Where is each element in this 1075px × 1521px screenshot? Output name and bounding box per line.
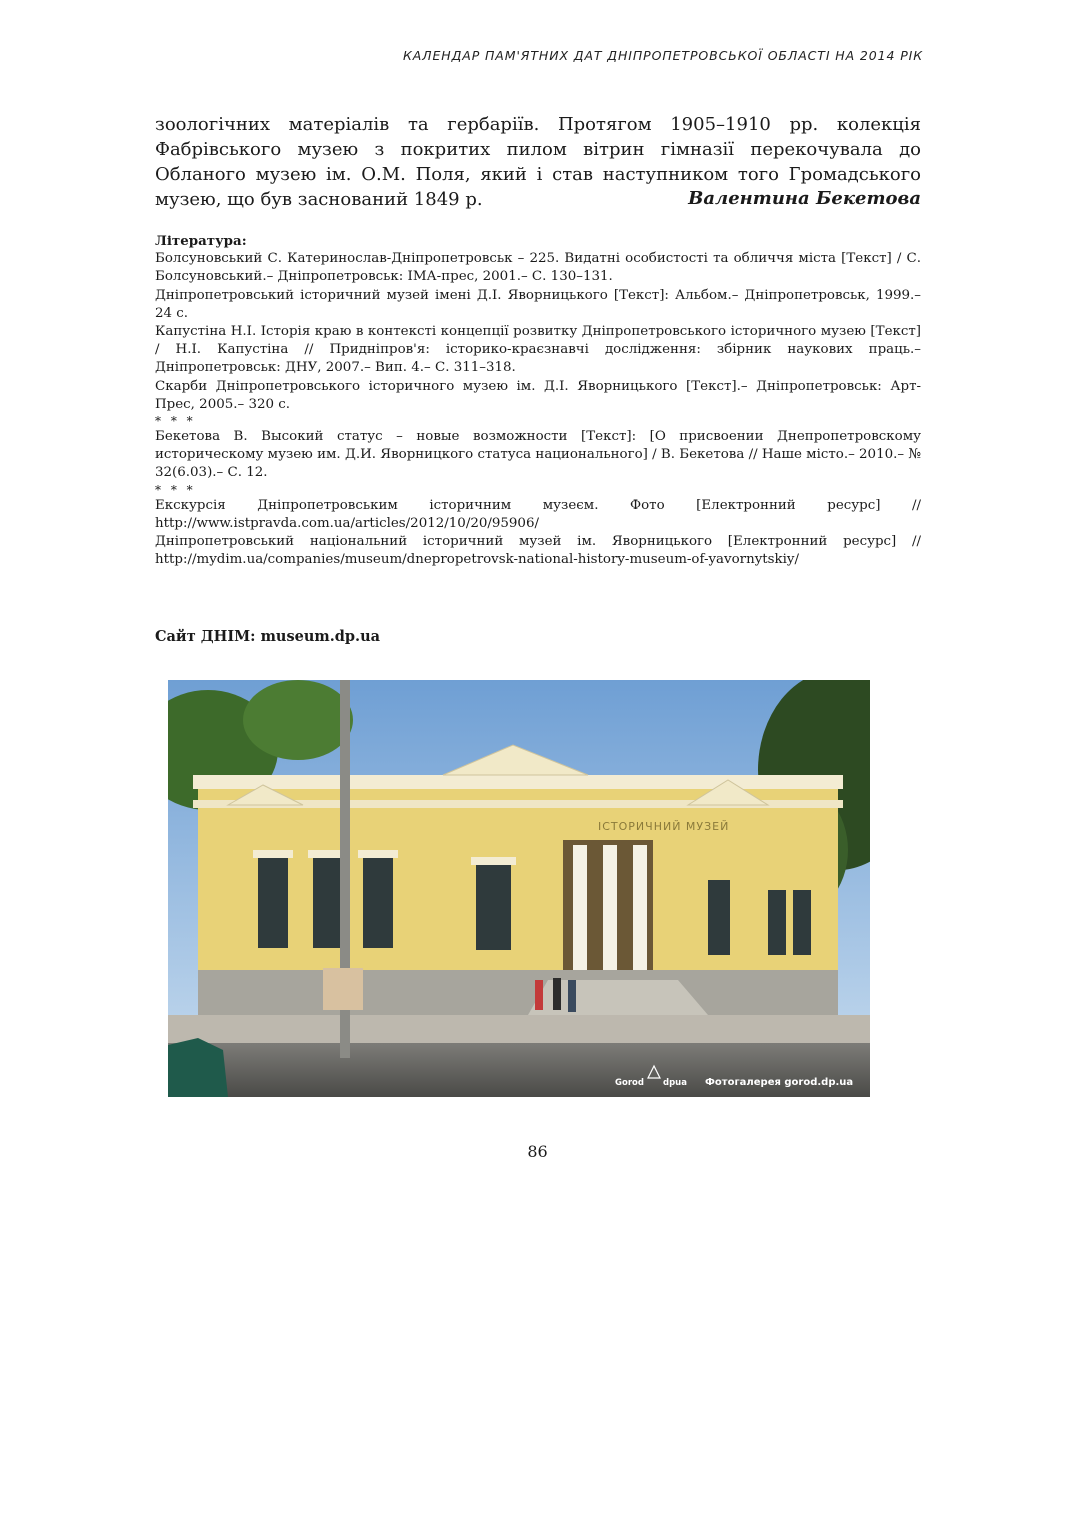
- article-author: Валентина Бекетова: [688, 188, 921, 209]
- museum-photo-illustration: [168, 680, 870, 1097]
- literature-entry: Бекетова В. Высокий статус – новые возможности [Текст]: [О присвоении Днепропетровскому историческому музею им. Д.И. Яворницкого статуса национального] / В. Бекетова // Наше місто.– 2010.– № 32(6.03).– С. 12.: [155, 429, 921, 481]
- literature-entry: Екскурсія Дніпропетровським історичним музеєм. Фото [Електронний ресурс] // http://www.istpravda.com.ua/articles/2012/10/20/95906/: [155, 497, 921, 531]
- literature-entry: Скарби Дніпропетровського історичного музею ім. Д.І. Яворницького [Текст].– Дніпропетровськ: Арт-Прес, 2005.– 320 с.: [155, 378, 921, 412]
- literature-entry: Болсуновський С. Катеринослав-Дніпропетровськ – 225. Видатні особистості та обличчя міста [Текст] / С. Болсуновський.– Дніпропетровськ: ІМА-прес, 2001.– С. 130–131.: [155, 251, 921, 285]
- facade-sign: ІСТОРИЧНИЙ МУЗЕЙ: [598, 820, 730, 833]
- literature-entry: Капустіна Н.І. Історія краю в контексті концепції розвитку Дніпропетровського історичного музею [Текст] / Н.І. Капустіна // Придніпров'я: історико-краєзнавчі дослідження: збірник наукових праць.– Дніпропетровськ: ДНУ, 2007.– Вип. 4.– С. 311–318.: [155, 324, 921, 376]
- literature-title: Література:: [155, 233, 247, 249]
- site-label: Сайт ДНІМ:: [155, 628, 256, 645]
- literature-section: [155, 232, 921, 569]
- section-separator: * * *: [155, 482, 196, 497]
- site-line: [155, 628, 380, 645]
- body-paragraph: зоологічних матеріалів та гербаріїв. Протягом 1905–1910 рр. колекція Фабрівського музею з покритих пилом вітрин гімназії перекочувала до Обланого музею ім. О.М. Поля, який і став наступником того Громадського музею, що був заснований 1849 р.: [155, 114, 921, 210]
- literature-entry: Дніпропетровський національний історичний музей ім. Яворницького [Електронний ресурс] // http://mydim.ua/companies/museum/dnepropetrovsk-national-history-museum-of-yavornytskiy/: [155, 534, 921, 568]
- literature-entry: Дніпропетровський історичний музей імені Д.І. Яворницького [Текст]: Альбом.– Дніпропетровськ, 1999.– 24 с.: [155, 287, 921, 321]
- running-header: КАЛЕНДАР ПАМ'ЯТНИХ ДАТ ДНІПРОПЕТРОВСЬКОЇ ОБЛАСТІ НА 2014 РІК: [402, 48, 923, 63]
- photo-logo-right: dpua: [663, 1078, 687, 1088]
- page-number: 86: [527, 1142, 548, 1161]
- museum-photo: [168, 680, 870, 1097]
- site-link[interactable]: museum.dp.ua: [260, 628, 381, 645]
- section-separator: * * *: [155, 414, 196, 429]
- photo-logo-left: Gorod: [615, 1078, 644, 1088]
- photo-watermark: Фотогалерея gorod.dp.ua: [705, 1077, 854, 1088]
